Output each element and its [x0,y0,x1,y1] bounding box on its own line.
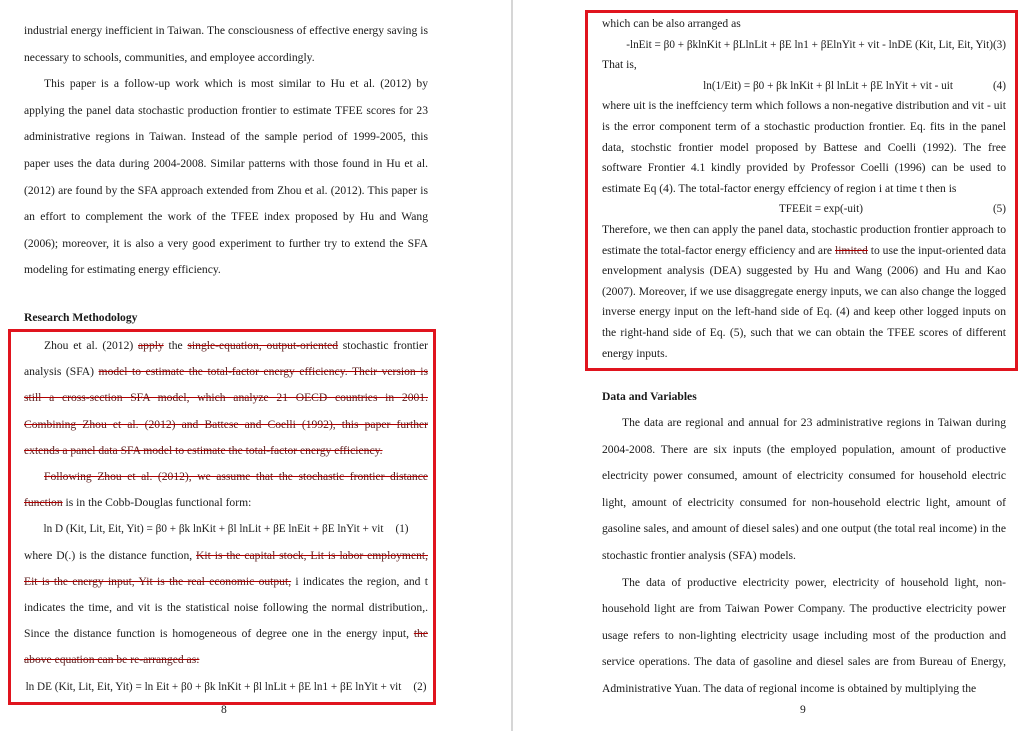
equation-number: (4) [992,79,1006,92]
text-span: where D(.) is the distance function, [24,548,197,562]
data-paragraph-2: The data of productive electricity power, electricity of household light, non-household light are from Taiwan Power Company. The productive electricity power usage refers to non-lighting electricity usage including most of the production and service operations. The data of gasoline and diesel sales are from Bureau of Energy, Administrative Yuan. The data of regional income is obtained by multiplying the [602,575,1006,695]
equation-number: (1) [395,523,409,536]
equation-text: ln D (Kit, Lit, Eit, Yit) = β0 + βk lnKit + βl lnLit + βE lnEit + βE lnYit + vit [43,523,384,536]
data-paragraph-1: The data are regional and annual for 23 administrative regions in Taiwan during 2004-2008. There are six inputs (the employed population, amount of productive electricity power consumed, amount of electricity consumed for household electric light, amount of electricity consumed for non-household electric light, amount of gasoline sales, and amount of diesel sales) and one output (the total real income) in the stochastic frontier analysis (SFA) models. [602,416,1006,562]
text-span: to use the input-oriented data envelopment analysis (DEA) suggested by Hu and Wang (2006) and Hu and Kao (2007). Moreover, if we use disaggregate energy inputs, we can also change the logged inverse energy input on the left-hand side of Eq. (4) and keep other logged inputs on the right-hand side of Eq. (5), such that we can obtain the TFEE scores of different energy inputs. [602,243,1006,360]
equation-text: -lnEit = β0 + βklnKit + βLlnLit + βE ln1 + βElnYit + vit - lnDE (Kit, Lit, Eit, Yit)(3) [626,38,1006,51]
left-text-2: This paper is a follow-up work which is most similar to Hu et al. (2012) by applying the panel data stochastic production frontier to estimate TFEE scores for 23 administrative regions in Taiwan. Instead of the sample period of 1999-2005, this paper uses the data during 2004-2008. Similar patterns with those found in Hu et al. (2012) are found by the SFA approach extended from Zhou et al. (2012). This paper is an effort to complement the work of the TFEE index proposed by Hu and Wang (2006); moreover, it is also a very good experiment to further try to extend the SFA modeling for estimating energy efficiency. [24,77,428,277]
equation-number: (5) [992,203,1006,216]
left-top-paragraph [24,18,428,284]
page-number-left: 8 [221,703,227,716]
page-9 [513,0,1024,731]
struck-text: single-equation, output-oriented [187,339,339,352]
text-span: is in the Cobb-Douglas functional form: [62,496,252,510]
equation-text: TFEEit = exp(-uit) [778,203,863,216]
struck-text: Following Zhou et al. (2012), we assume that the stochastic frontier distance function [24,470,428,510]
text-span: the [163,339,188,352]
right-text-intro: which can be also arranged as [602,17,741,30]
highlight-box-right [585,10,1018,371]
text-span: i indicates the region, and t indicates the time, and vit is the statistical noise following the normal distribution,. Since the distance function is homogeneous of degree one in the energy input, [24,574,428,641]
right-paragraph-1: where uit is the ineffciency term which follows a non-negative distribution and vit - uit is the error component term of a stochastic production frontier. Eq. fits in the panel data, stochstic frontier model proposed by Battese and Coelli (1992). The free software Frontier 4.1 kindly provided by Professor Coelli (1996) can be used to estimate Eq (4). The total-factor energy effciency of region i at time t then is [602,99,1006,195]
struck-text: the above equation can be re-arranged as: [24,627,428,667]
text-span: stochastic frontier analysis (SFA) [24,339,429,379]
research-methodology-heading: Research Methodology [24,311,138,324]
data-and-variables-heading: Data and Variables [602,390,697,403]
text-span: Therefore, we then can apply the panel data, stochastic production frontier approach to estimate the total-factor energy efficiency and are [602,222,1006,257]
that-is-text: That is, [602,58,637,72]
struck-text: limited [834,243,868,257]
equation-text: ln DE (Kit, Lit, Eit, Yit) = ln Eit + β0 + βk lnKit + βl lnLit + βE ln1 + βE lnYit + vit [25,680,402,693]
equation-text: ln(1/Eit) = β0 + βk lnKit + βl lnLit + βE lnYit + vit - uit [703,79,953,92]
left-text-1: industrial energy inefficient in Taiwan. The consciousness of effective energy saving is necessary to schools, communities, and employee accordingly. [24,24,428,64]
equation-number: (2) [413,680,427,693]
struck-text: apply [138,339,164,352]
highlight-box-left [8,329,436,705]
right-lower-content [602,410,1006,703]
page-8 [0,0,511,731]
text-span: Zhou et al. (2012) [44,339,138,352]
struck-text: model to estimate the total-factor energy efficiency. Their version is still a cross-section SFA model, which analyze 21 OECD countries in 2001. Combining Zhou et al. (2012) and Battese and Coelli (1992), this paper further extends a panel data SFA model to estimate the total-factor energy efficiency. [24,365,428,457]
struck-text: Kit is the capital stock, Lit is labor employment, Eit is the energy input, Yit is the real economic output, [24,548,428,588]
page-number-right: 9 [800,703,806,716]
